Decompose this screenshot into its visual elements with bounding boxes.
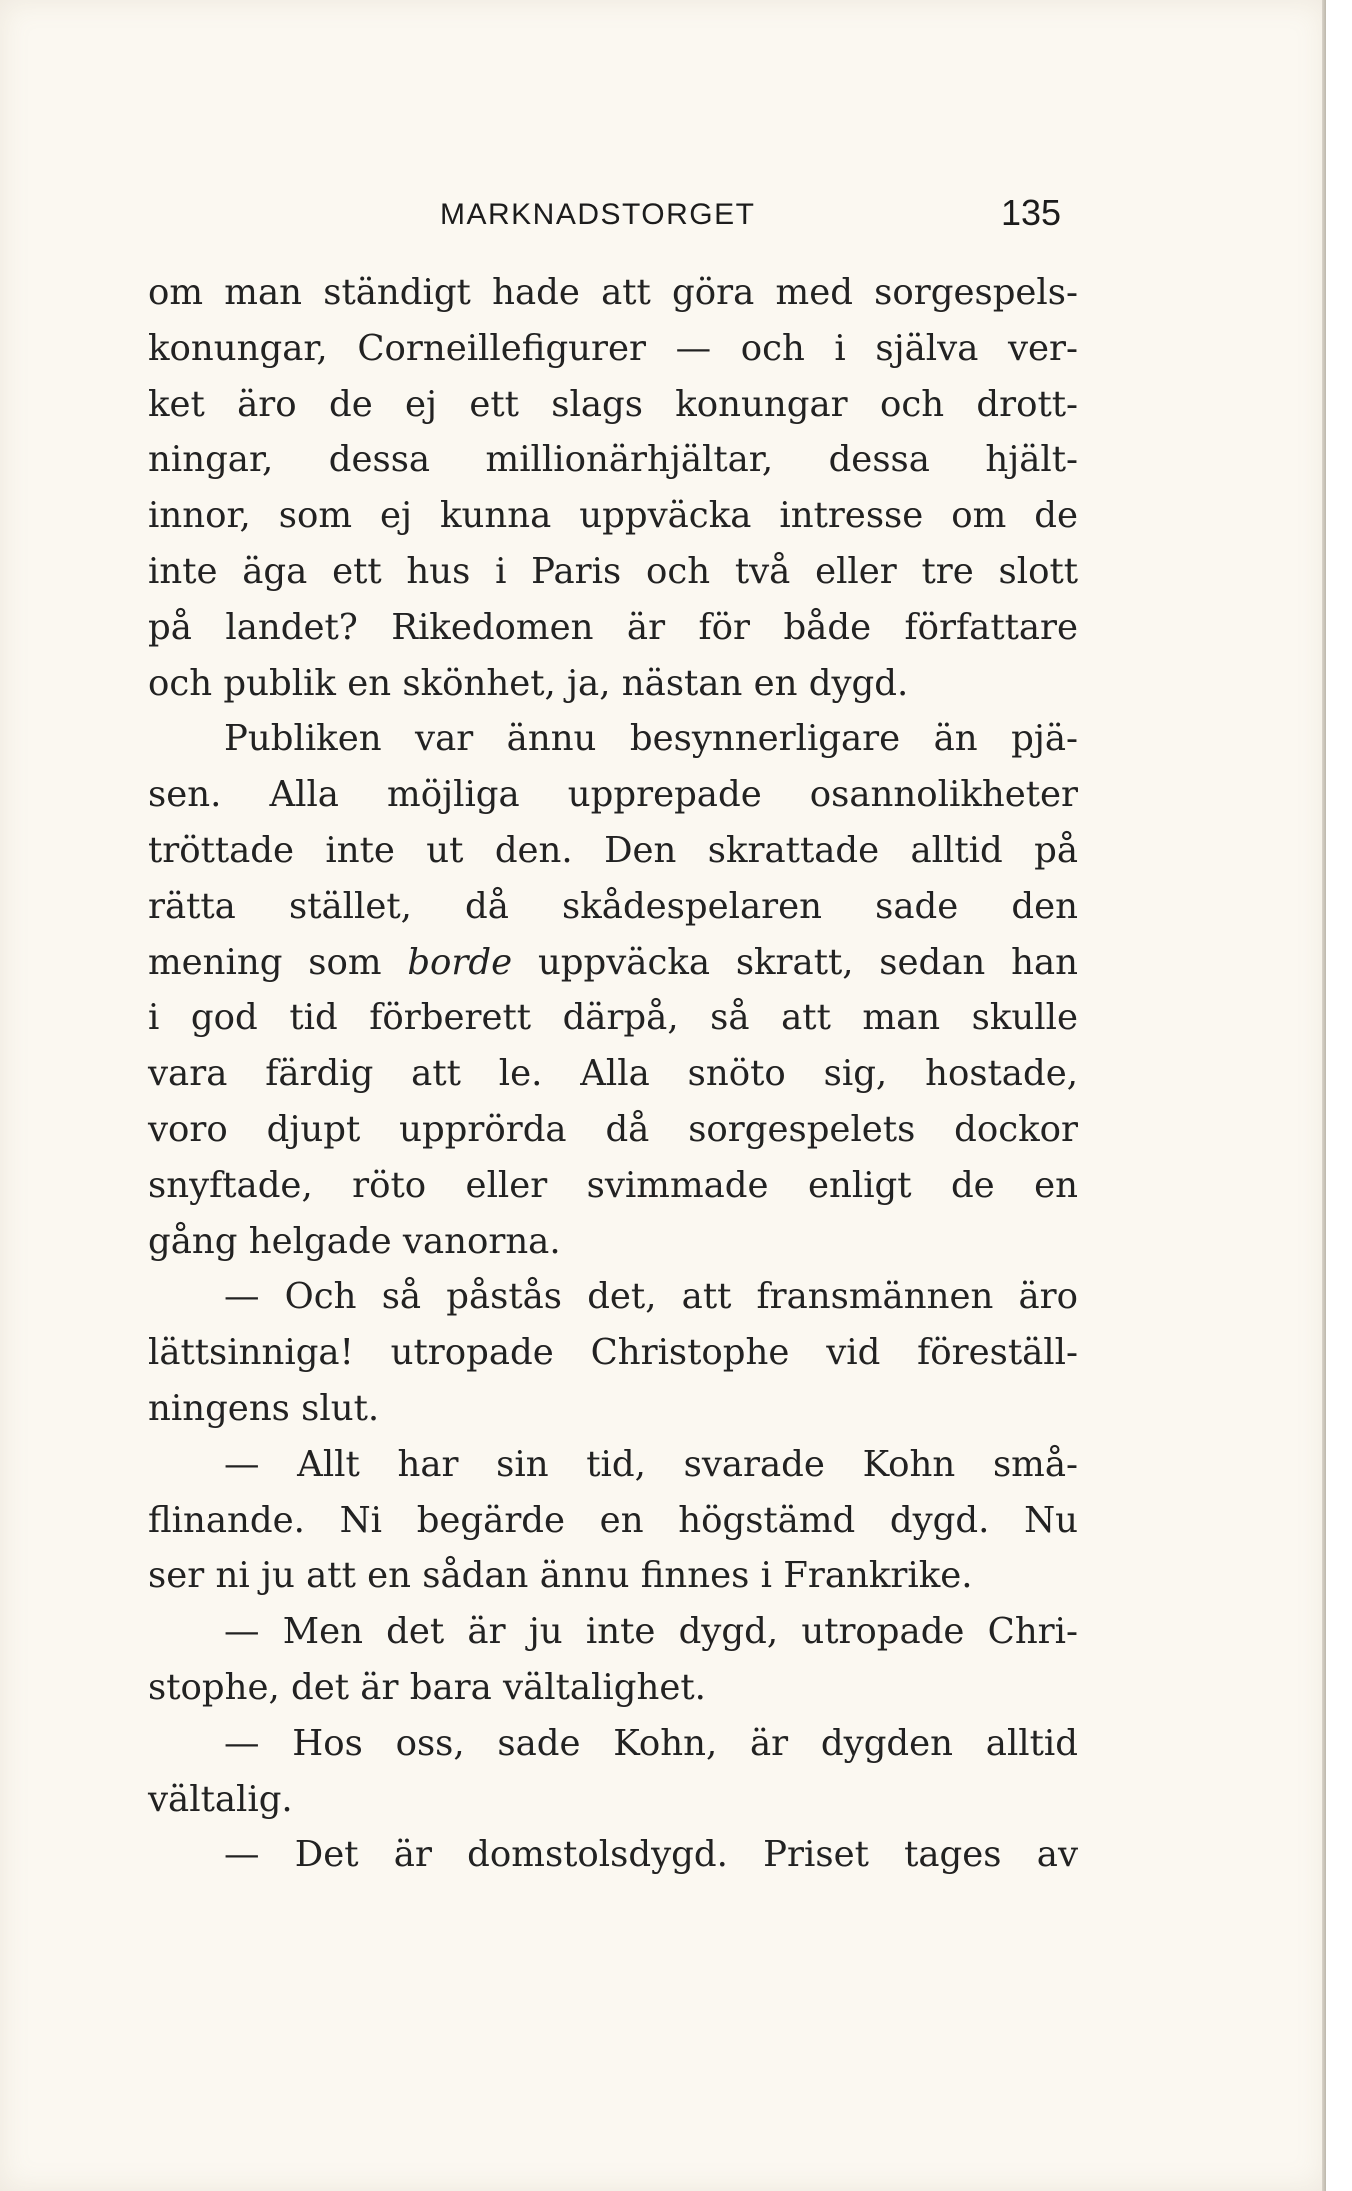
text-segment: uppväcka skratt, sedan han	[512, 941, 1078, 983]
text-line: lättsinniga! utropade Christophe vid föreställ-	[148, 1332, 1078, 1374]
text-line: sen. Alla möjliga upprepade osannolikheter	[148, 774, 1078, 816]
text-line: innor, som ej kunna uppväcka intresse om de	[148, 495, 1078, 537]
text-line: ser ni ju att en sådan ännu finnes i Frankrike.	[148, 1555, 973, 1597]
text-line: — Och så påstås det, att fransmännen äro	[224, 1276, 1078, 1318]
page-edge	[1322, 0, 1326, 2191]
text-line: ningens slut.	[148, 1387, 380, 1429]
text-segment: mening som	[148, 941, 408, 983]
text-line: och publik en skönhet, ja, nästan en dygd.	[148, 662, 909, 704]
text-line: ningar, dessa millionärhjältar, dessa hjält-	[148, 439, 1078, 481]
text-line: snyftade, röto eller svimmade enligt de en	[148, 1164, 1078, 1206]
text-line: stophe, det är bara vältalighet.	[148, 1666, 706, 1708]
text-line: — Hos oss, sade Kohn, är dygden alltid	[224, 1722, 1078, 1764]
text-line: flinande. Ni begärde en högstämd dygd. Nu	[148, 1499, 1078, 1541]
text-line: voro djupt upprörda då sorgespelets dockor	[148, 1108, 1078, 1150]
text-line: gång helgade vanorna.	[148, 1220, 561, 1262]
text-line: i god tid förberett därpå, så att man skulle	[148, 997, 1078, 1039]
text-line: konungar, Corneillefigurer — och i själva ver-	[148, 327, 1078, 369]
running-head: MARKNADSTORGET	[440, 198, 756, 231]
body-text	[148, 265, 1078, 1883]
text-line: inte äga ett hus i Paris och två eller tre slott	[148, 550, 1078, 592]
text-line: — Allt har sin tid, svarade Kohn små-	[224, 1443, 1078, 1485]
text-line: Publiken var ännu besynnerligare än pjä-	[224, 718, 1078, 760]
page-number: 135	[1001, 192, 1062, 233]
text-line: tröttade inte ut den. Den skrattade alltid på	[148, 829, 1078, 871]
text-line: vara färdig att le. Alla snöto sig, hostade,	[148, 1053, 1078, 1095]
emphasized-word: borde	[407, 941, 513, 983]
text-line: — Det är domstolsdygd. Priset tages av	[224, 1834, 1078, 1876]
text-line: om man ständigt hade att göra med sorgespels-	[148, 272, 1078, 313]
text-line: vältalig.	[148, 1778, 293, 1820]
text-line: ket äro de ej ett slags konungar och drott-	[148, 383, 1078, 425]
text-line: rätta stället, då skådespelaren sade den	[148, 885, 1078, 927]
text-line: på landet? Rikedomen är för både författare	[148, 606, 1078, 648]
text-line-emphasis	[148, 935, 1078, 991]
page-header	[0, 192, 1326, 242]
text-line: — Men det är ju inte dygd, utropade Chri-	[224, 1611, 1078, 1653]
